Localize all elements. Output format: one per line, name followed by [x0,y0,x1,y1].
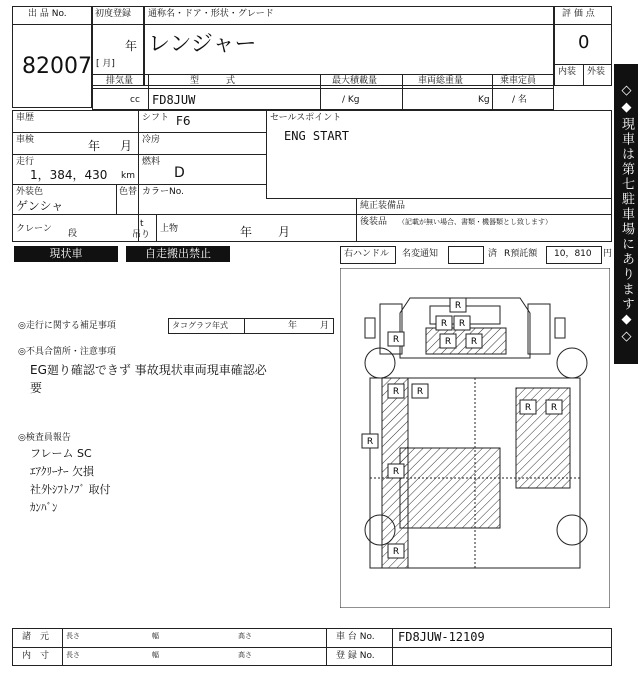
inspector-item: ｶﾝﾊﾞﾝ [30,501,58,514]
name-change-box [448,246,484,264]
crane-steps: 段 [68,229,78,239]
lot-label: 出 品 No. [28,9,67,19]
svg-text:R: R [470,337,478,347]
shift-value: F6 [176,114,191,128]
svg-text:R: R [440,319,448,329]
interior-height-label: 高さ [238,651,252,659]
gross-weight-unit: Kg [478,95,490,105]
svg-text:R: R [392,335,400,345]
supplement-title: ◎走行に関する補足事項 [18,321,116,331]
inspection-month: 月 [120,139,133,153]
svg-text:R: R [366,437,374,447]
svg-text:R: R [454,301,462,311]
interior-size-label: 内 寸 [22,651,50,661]
exterior-color-value: ゲンシャ [16,199,64,213]
interior-score-label: 内装 [558,67,577,77]
chassis-no-value: FD8JUW-12109 [398,630,485,644]
mileage-unit: km [121,171,135,181]
svg-text:R: R [550,403,558,413]
aftermarket-note: （記載が無い場合、書類・機器類とし致します） [398,218,552,226]
name-change-label: 名変通知 [402,249,439,259]
inspector-item: フレーム SC [30,447,92,460]
color-change-label: 色替 [119,187,138,197]
chassis-no-label: 車 台 No. [336,632,375,642]
lot-number: 82007 [22,54,92,79]
equipment-label: 上物 [160,224,179,234]
recycle-amount: 10，810 [554,249,592,259]
tachograph-month: 月 [320,321,330,331]
gross-weight-label: 車両総重量 [418,76,464,86]
recycle-paid-label: 済 [488,249,498,259]
genuine-parts-label: 純正装備品 [360,201,406,211]
color-code-label: カラーNo. [142,187,184,197]
first-registration-label: 初度登録 [95,9,132,19]
interior-length-label: 長さ [66,651,80,659]
model-code: FD8JUW [152,93,196,107]
truck-damage-diagram [340,268,610,608]
sales-point-value: ENG START [284,129,350,143]
length-label: 長さ [66,632,80,640]
width-label: 幅 [152,632,159,640]
inspection-label: 車検 [16,135,35,145]
score-value: 0 [578,32,590,53]
equipment-month: 月 [278,225,291,239]
no-self-drive-badge: 自走搬出禁止 [126,246,230,262]
model-label: 型 式 [190,76,236,86]
svg-text:R: R [444,337,452,347]
interior-width-label: 幅 [152,651,159,659]
crane-t: t [140,219,144,229]
sales-point-label: セールスポイント [270,113,342,123]
max-load-label: 最大積載量 [332,76,378,86]
fuel-value: D [174,165,185,181]
mileage-value: 1，384，430 [30,168,108,182]
first-registration-month: [ 月] [96,59,115,69]
svg-text:R: R [392,387,400,397]
crane-label: クレーン [16,224,52,234]
car-name: レンジャー [148,32,257,57]
first-registration-year-unit: 年 [125,39,138,53]
defect-text-line2: 要 [30,381,43,395]
model-grade-label: 通称名・ドア・形状・グレード [148,9,274,19]
max-load-unit: / Kg [342,95,360,105]
recycle-deposit-label: R預託額 [504,249,538,259]
shift-label: シフト [142,113,170,123]
history-label: 車歴 [16,113,35,123]
defect-title: ◎不具合箇所・注意事項 [18,347,116,357]
tachograph-year: 年 [288,321,298,331]
crane-hanging: 吊り [132,230,151,240]
svg-text:R: R [458,319,466,329]
inspector-item: ｴｱｸﾘｰﾅｰ 欠損 [30,465,94,478]
displacement-unit: cc [130,95,140,105]
aftermarket-label: 後装品 [360,217,388,227]
defect-text-line1: EG廻り確認できず 事故現状車両現車確認必 [30,363,267,377]
svg-text:R: R [392,547,400,557]
score-label: 評 価 点 [562,9,595,19]
fuel-label: 燃料 [142,157,161,167]
ac-label: 冷房 [142,135,161,145]
capacity-unit: / 名 [512,95,527,105]
registration-no-label: 登 録 No. [336,651,375,661]
svg-text:R: R [416,387,424,397]
current-state-badge: 現状車 [14,246,118,262]
equipment-year: 年 [240,225,253,239]
mileage-label: 走行 [16,157,35,167]
parking-location-banner: ◇◆現車は第七駐車場にあります◆◇ [614,64,638,364]
inspection-year: 年 [88,139,101,153]
inspector-title: ◎検査員報告 [18,433,71,443]
yen-unit: 円 [603,249,613,259]
capacity-label: 乗車定員 [500,76,537,86]
svg-text:R: R [524,403,532,413]
exterior-score-label: 外装 [587,67,606,77]
specs-label: 諸 元 [22,632,50,642]
right-hand-label: 右ハンドル [344,249,390,259]
displacement-label: 排気量 [106,76,134,86]
inspector-item: 社外ｼﾌﾄﾉﾌﾞ 取付 [30,483,111,496]
height-label: 高さ [238,632,252,640]
exterior-color-label: 外装色 [16,187,44,197]
tachograph-label: タコグラフ年式 [172,321,228,330]
svg-text:R: R [392,467,400,477]
